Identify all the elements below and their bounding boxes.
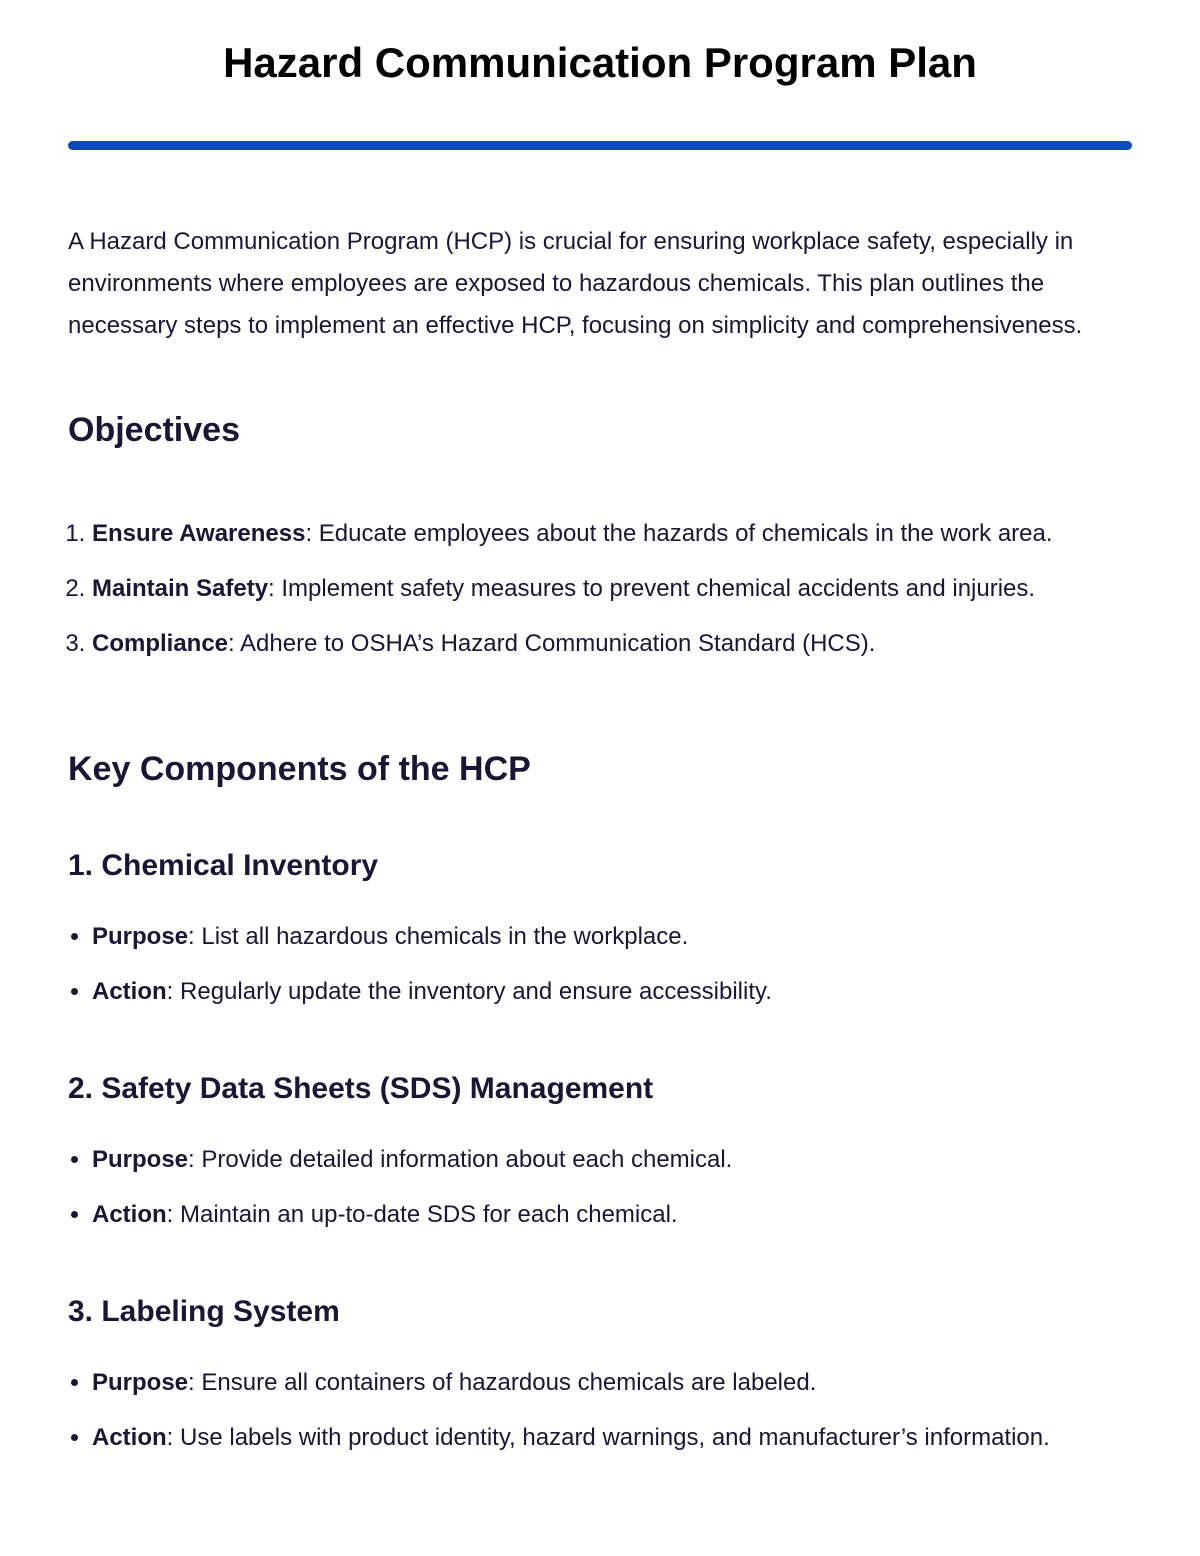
list-item <box>92 1362 1132 1404</box>
item-term: Action <box>92 1424 167 1451</box>
list-item <box>92 916 1132 958</box>
key-components-heading: Key Components of the HCP <box>68 750 531 788</box>
item-term: Action <box>92 978 167 1005</box>
objective-item <box>92 623 1132 665</box>
item-text: : Provide detailed information about each chemical. <box>188 1146 733 1173</box>
item-term: Purpose <box>92 923 189 950</box>
section-heading-sds-management: 2. Safety Data Sheets (SDS) Management <box>68 1072 654 1105</box>
item-text: : Ensure all containers of hazardous chemicals are labeled. <box>188 1369 817 1396</box>
objective-text: : Implement safety measures to prevent chemical accidents and injuries. <box>268 575 1036 602</box>
item-term: Purpose <box>92 1369 189 1396</box>
title-divider <box>68 141 1132 150</box>
objectives-heading: Objectives <box>68 411 240 449</box>
list-item <box>92 1194 1132 1236</box>
objective-term: Compliance <box>92 630 229 657</box>
objective-text: : Educate employees about the hazards of chemicals in the work area. <box>305 520 1053 547</box>
objective-term: Ensure Awareness <box>92 520 306 547</box>
list-item <box>92 1417 1132 1459</box>
item-term: Purpose <box>92 1146 189 1173</box>
item-text: : Regularly update the inventory and ensure accessibility. <box>166 978 772 1005</box>
list-item <box>92 971 1132 1013</box>
page-title: Hazard Communication Program Plan <box>223 39 977 86</box>
objective-item <box>92 568 1132 610</box>
section-heading-chemical-inventory: 1. Chemical Inventory <box>68 849 379 882</box>
list-item <box>92 1139 1132 1181</box>
section-list <box>68 1362 1132 1459</box>
item-text: : List all hazardous chemicals in the workplace. <box>188 923 689 950</box>
item-term: Action <box>92 1201 167 1228</box>
objective-term: Maintain Safety <box>92 575 269 602</box>
intro-paragraph: A Hazard Communication Program (HCP) is crucial for ensuring workplace safety, especially in environments where employees are exposed to hazardous chemicals. This plan outlines the necessary steps to implement an effective HCP, focusing on simplicity and comprehensiveness. <box>68 228 1083 339</box>
objective-item <box>92 513 1132 555</box>
item-text: : Maintain an up-to-date SDS for each chemical. <box>166 1201 678 1228</box>
section-list <box>68 1139 1132 1236</box>
section-list <box>68 916 1132 1013</box>
item-text: : Use labels with product identity, hazard warnings, and manufacturer’s information. <box>166 1424 1050 1451</box>
section-heading-labeling-system: 3. Labeling System <box>68 1295 340 1328</box>
objectives-list <box>68 513 1132 665</box>
objective-text: : Adhere to OSHA’s Hazard Communication Standard (HCS). <box>228 630 876 657</box>
